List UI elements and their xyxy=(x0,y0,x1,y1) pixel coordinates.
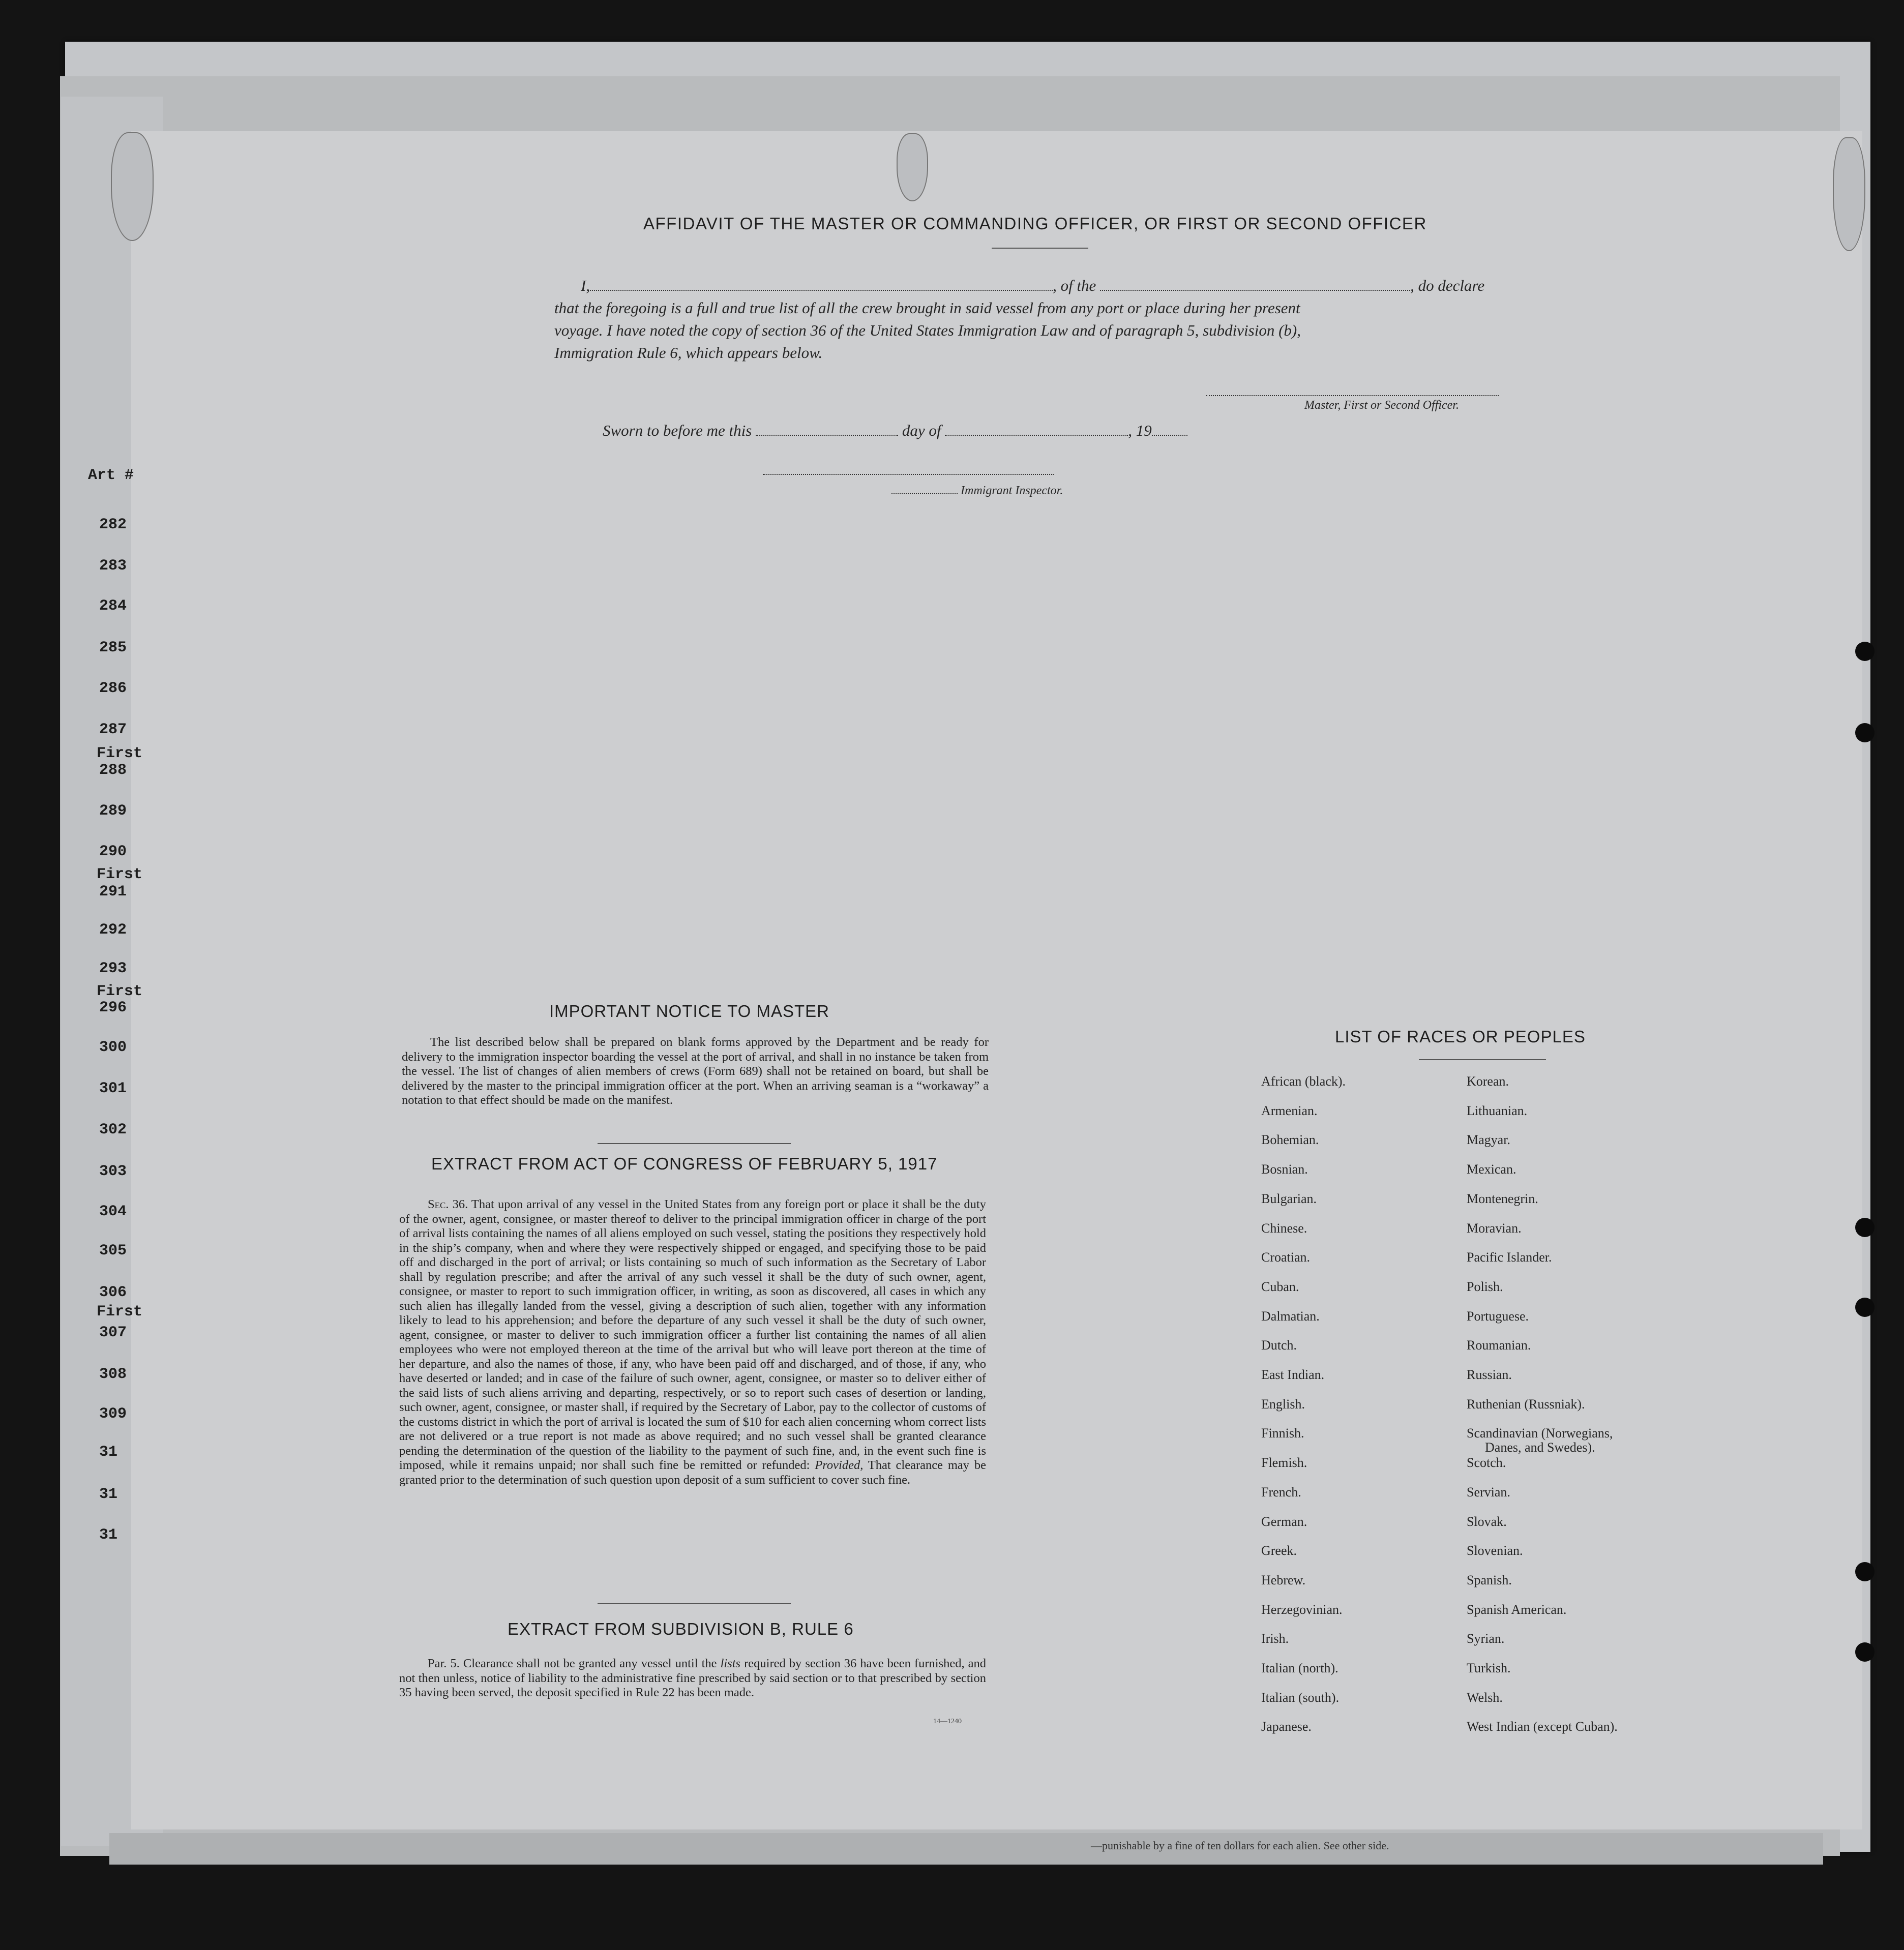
affidavit-line-2: that the foregoing is a full and true list of all the crew brought in said vessel from any port or place during her present xyxy=(554,299,1300,317)
rule-text-b: required by section 36 have been furnished, and not then unless, notice of liability to the administrative fine prescribed by said section or to that prescribed by section 35 having been served, the deposit specified in Rule 22 has been made. xyxy=(399,1657,987,1699)
race-item: Bohemian. xyxy=(1261,1132,1319,1147)
race-item: Dalmatian. xyxy=(1261,1309,1320,1324)
row-number: 309 xyxy=(99,1405,127,1423)
year-text: , 19 xyxy=(1128,422,1152,439)
punch-hole xyxy=(1855,1642,1875,1662)
row-number: 306 xyxy=(99,1284,127,1301)
affidavit-title: AFFIDAVIT OF THE MASTER OR COMMANDING OFFICER, OR FIRST OR SECOND OFFICER xyxy=(643,214,1427,233)
affidavit-i: I, xyxy=(581,277,590,294)
race-item: Servian. xyxy=(1467,1485,1510,1499)
paper-tear xyxy=(897,133,928,201)
races-title: LIST OF RACES OR PEOPLES xyxy=(1335,1027,1586,1046)
race-item: Danes, and Swedes). xyxy=(1485,1440,1595,1455)
row-number: 31 xyxy=(99,1486,118,1503)
race-item: African (black). xyxy=(1261,1074,1346,1089)
row-number: 305 xyxy=(99,1242,127,1259)
row-number: 308 xyxy=(99,1366,127,1383)
race-item: Mexican. xyxy=(1467,1162,1516,1177)
first-label: First xyxy=(97,1303,143,1321)
race-item: Italian (south). xyxy=(1261,1690,1340,1705)
race-item: Portuguese. xyxy=(1467,1309,1529,1324)
race-item: Slovak. xyxy=(1467,1514,1507,1529)
first-label: First xyxy=(97,983,143,1000)
race-item: Magyar. xyxy=(1467,1132,1510,1147)
race-item: Pacific Islander. xyxy=(1467,1250,1552,1265)
vessel-blank xyxy=(1100,290,1410,291)
race-item: Herzegovinian. xyxy=(1261,1602,1343,1617)
row-number: 290 xyxy=(99,843,127,860)
races-rule xyxy=(1419,1059,1546,1060)
race-item: Slovenian. xyxy=(1467,1543,1523,1558)
race-item: Bulgarian. xyxy=(1261,1191,1317,1206)
extract-rule xyxy=(598,1603,791,1604)
race-item: Scotch. xyxy=(1467,1455,1506,1470)
race-item: Spanish American. xyxy=(1467,1602,1567,1617)
inspector-sub-blank xyxy=(891,493,958,494)
race-item: Bosnian. xyxy=(1261,1162,1308,1177)
section-body-end: That clearance may be granted prior to the determination of such question upon deposit of a sum sufficient to cover such fine. xyxy=(399,1458,986,1487)
row-number: 31 xyxy=(99,1444,118,1461)
race-item: Turkish. xyxy=(1467,1661,1511,1675)
race-item: Hebrew. xyxy=(1261,1573,1306,1587)
paper-tear xyxy=(111,132,154,241)
race-item: Dutch. xyxy=(1261,1338,1297,1353)
row-number: 289 xyxy=(99,802,127,820)
race-item: Moravian. xyxy=(1467,1221,1522,1236)
row-number: 285 xyxy=(99,639,127,656)
race-item: German. xyxy=(1261,1514,1307,1529)
first-label: First xyxy=(97,866,143,883)
month-blank xyxy=(945,435,1128,436)
row-number: 286 xyxy=(99,680,127,697)
notice-rule xyxy=(598,1143,791,1144)
row-number: 301 xyxy=(99,1080,127,1097)
race-item: West Indian (except Cuban). xyxy=(1467,1719,1618,1734)
inspector-label: Immigrant Inspector. xyxy=(961,484,1063,497)
row-number: 292 xyxy=(99,921,127,939)
row-number: 302 xyxy=(99,1121,127,1138)
paper-tear xyxy=(1833,137,1865,251)
race-item: Spanish. xyxy=(1467,1573,1512,1587)
affidavit-line-3: voyage. I have noted the copy of section 36 of the United States Immigration Law and of paragraph 5, subdivision (b), xyxy=(554,321,1301,339)
first-label: First xyxy=(97,745,143,762)
race-item: Italian (north). xyxy=(1261,1661,1338,1675)
row-number: 300 xyxy=(99,1039,127,1056)
form-number: 14—1240 xyxy=(933,1718,962,1725)
day-of-text: day of xyxy=(902,422,941,439)
extract-rule-title: EXTRACT FROM SUBDIVISION B, RULE 6 xyxy=(508,1619,854,1638)
row-number: 304 xyxy=(99,1203,127,1220)
race-item: Chinese. xyxy=(1261,1221,1307,1236)
par-label: Par. 5. xyxy=(428,1657,460,1670)
race-item: Montenegrin. xyxy=(1467,1191,1538,1206)
row-number: 291 xyxy=(99,883,127,901)
main-sheet xyxy=(131,131,1862,1829)
bottom-strip xyxy=(109,1833,1823,1865)
name-blank xyxy=(590,290,1053,291)
notice-title: IMPORTANT NOTICE TO MASTER xyxy=(549,1002,830,1021)
affidavit-line-4: Immigration Rule 6, which appears below. xyxy=(554,344,823,362)
row-number: 282 xyxy=(99,516,127,533)
sworn-line xyxy=(603,419,1187,442)
punch-hole xyxy=(1855,1298,1875,1317)
provided-word: Provided, xyxy=(815,1458,864,1472)
row-number: 31 xyxy=(99,1526,118,1544)
race-item: Croatian. xyxy=(1261,1250,1311,1265)
race-item: Welsh. xyxy=(1467,1690,1503,1705)
row-number: 284 xyxy=(99,597,127,615)
race-item: Armenian. xyxy=(1261,1103,1318,1118)
punch-hole xyxy=(1855,1562,1875,1581)
extract-rule-text xyxy=(399,1657,986,1700)
race-item: East Indian. xyxy=(1261,1367,1325,1382)
row-number: 303 xyxy=(99,1163,127,1180)
art-number-header: Art # xyxy=(88,467,134,484)
punch-hole xyxy=(1855,723,1875,742)
race-item: Irish. xyxy=(1261,1631,1289,1646)
race-item: Scandinavian (Norwegians, xyxy=(1467,1426,1613,1441)
race-item: Korean. xyxy=(1467,1074,1509,1089)
year-blank xyxy=(1152,435,1187,436)
lists-word: lists xyxy=(720,1657,741,1670)
row-number: 307 xyxy=(99,1324,127,1341)
race-item: Greek. xyxy=(1261,1543,1297,1558)
bottom-note: —punishable by a fine of ten dollars for each alien. See other side. xyxy=(1091,1839,1389,1852)
title-rule xyxy=(992,248,1088,249)
row-number: 293 xyxy=(99,960,127,977)
row-number: 283 xyxy=(99,557,127,575)
rule-text-a: Clearance shall not be granted any vessel until the xyxy=(463,1657,717,1670)
row-number: 287 xyxy=(99,721,127,738)
punch-hole xyxy=(1855,1218,1875,1237)
notice-text: The list described below shall be prepared on blank forms approved by the Department and be ready for delivery to the immigration inspector boarding the vessel at the port of arrival, and shall in no instance be taken from the vessel. The list of changes of alien members of crews (Form 689) shall not be retained on board, but shall be delivered by the master to the principal immigration officer at the port. When an arriving seaman is a “workaway” a notation to that effect should be made on the manifest. xyxy=(402,1035,989,1107)
affidavit-declare: , do declare xyxy=(1410,277,1485,294)
punch-hole xyxy=(1855,642,1875,661)
signature-label: Master, First or Second Officer. xyxy=(1304,399,1459,412)
inspector-row xyxy=(891,484,1063,498)
race-item: Roumanian. xyxy=(1467,1338,1531,1353)
race-item: Cuban. xyxy=(1261,1279,1299,1294)
signature-blank xyxy=(1206,395,1499,396)
race-item: English. xyxy=(1261,1397,1305,1412)
race-item: Finnish. xyxy=(1261,1426,1304,1441)
inspector-blank xyxy=(763,474,1054,475)
section-body: That upon arrival of any vessel in the United States from any foreign port or place it shall be the duty of the owner, agent, consignee, or master thereof to deliver to the principal immigration officer in charge of the port of arrival lists containing the names of all aliens employed on such vessel, stating the positions they respectively hold in the ship’s company, when and where they were respectively shipped or engaged, and specifying those to be paid off and discharged in the port of arrival; or lists containing so much of such information as the Secretary of Labor shall by regulation prescribe; and after the arrival of any such vessel it shall be the duty of such owner, agent, consignee, or master to report to such immigration officer, in writing, as soon as discovered, all cases in which any such alien has illegally landed from the vessel, giving a description of such alien, together with any information likely to lead to his apprehension; and before the departure of any such vessel it shall be the duty of such owner, agent, consignee, or master to deliver to such immigration officer a further list containing the names of all alien employees who were not employed thereon at the time of the arrival but who will leave port thereon at the time of her departure, and also the names of those, if any, who have been paid off and discharged, and of those, if any, who have deserted or landed; and in case of the failure of such owner, agent, consignee, or master so to deliver either of the said lists of such aliens arriving and departing, respectively, or so to report such cases of desertion or landing, such owner, agent, consignee, or master shall, if required by the Secretary of Labor, pay to the collector of customs of the customs district in which the port of arrival is located the sum of $10 for each alien concerning whom correct lists are not delivered or a true report is not made as above required; and no such vessel shall be granted clearance pending the determination of the question of the liability to the payment of such fine, and, in the event such fine is imposed, while it remains unpaid; nor shall such fine be remitted or refunded: xyxy=(399,1197,986,1472)
extract-act-text xyxy=(399,1197,986,1487)
affidavit-declaration xyxy=(554,275,1536,364)
race-item: Russian. xyxy=(1467,1367,1512,1382)
race-item: Flemish. xyxy=(1261,1455,1307,1470)
section-label: Sec. 36. xyxy=(428,1197,468,1211)
race-item: French. xyxy=(1261,1485,1301,1499)
race-item: Lithuanian. xyxy=(1467,1103,1528,1118)
affidavit-of-the: , of the xyxy=(1053,277,1096,294)
sworn-text: Sworn to before me this xyxy=(603,422,752,439)
race-item: Syrian. xyxy=(1467,1631,1505,1646)
race-item: Japanese. xyxy=(1261,1719,1312,1734)
row-number: 296 xyxy=(99,999,127,1016)
race-item: Polish. xyxy=(1467,1279,1503,1294)
day-blank xyxy=(756,435,898,436)
row-number: 288 xyxy=(99,762,127,779)
extract-act-title: EXTRACT FROM ACT OF CONGRESS OF FEBRUARY 5, 1917 xyxy=(431,1154,938,1173)
race-item: Ruthenian (Russniak). xyxy=(1467,1397,1585,1412)
